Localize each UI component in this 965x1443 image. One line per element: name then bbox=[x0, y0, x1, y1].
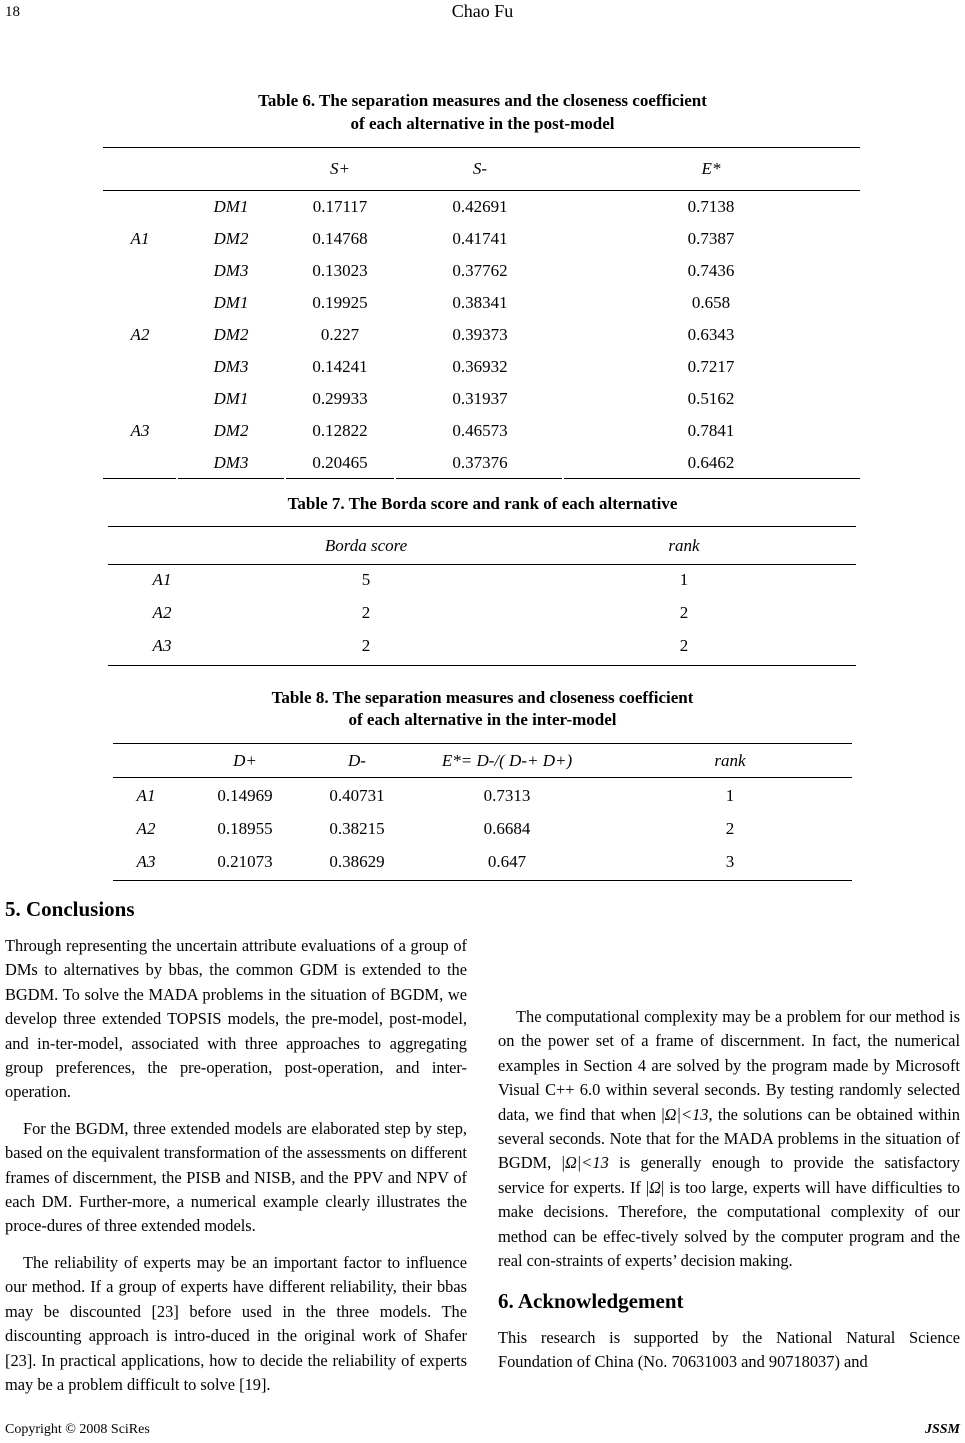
table6-bottom-rule bbox=[564, 478, 860, 479]
table8-caption-line2: of each alternative in the inter-model bbox=[348, 710, 617, 729]
table6-s-minus-value: 0.31937 bbox=[452, 389, 508, 408]
table6-bottom-rule bbox=[286, 478, 394, 479]
table8-top-rule bbox=[113, 743, 852, 744]
omega-expr: Ω|<13 bbox=[664, 1104, 709, 1124]
table6-dm-label: DM1 bbox=[213, 389, 249, 408]
table8-d-minus-value: 0.38629 bbox=[329, 852, 385, 871]
table7-borda-score-value: 5 bbox=[361, 570, 371, 589]
table6-bottom-rule bbox=[178, 478, 284, 479]
table6-header-rule bbox=[103, 190, 860, 191]
table6-caption-line1: Table 6. The separation measures and the closeness coefficient bbox=[258, 91, 707, 110]
running-header-author: Chao Fu bbox=[451, 1, 514, 21]
table8-bottom-rule bbox=[113, 880, 852, 881]
table6-s-plus-value: 0.13023 bbox=[312, 261, 368, 280]
table6-s-minus-value: 0.36932 bbox=[452, 357, 508, 376]
table6-s-minus-value: 0.38341 bbox=[452, 293, 508, 312]
section5-heading: 5. Conclusions bbox=[5, 897, 135, 921]
p4-text-e: is generally enough to provide the satisfactory service for experts. If | bbox=[498, 1153, 960, 1197]
table8-alternative-label: A3 bbox=[136, 852, 156, 871]
table6-dm-label: DM1 bbox=[213, 197, 249, 216]
footer-journal: JSSM bbox=[924, 1422, 960, 1437]
table8-d-plus-value: 0.18955 bbox=[217, 819, 273, 838]
p4-text-g: | is too large, experts will have difficulties to make decisions. Therefore, the computational complexity of our method can be effec-tively solved by the computer program and the real con-straints of experts’ decision making. bbox=[498, 1177, 960, 1271]
table6-caption-line2: of each alternative in the post-model bbox=[350, 114, 615, 133]
table7-header-rule bbox=[108, 564, 856, 565]
section6-heading: 6. Acknowledgement bbox=[498, 1289, 684, 1313]
table6-s-minus-value: 0.42691 bbox=[452, 197, 508, 216]
table6-dm-label: DM3 bbox=[213, 261, 249, 280]
table7-header-rank: rank bbox=[668, 536, 700, 555]
table6-dm-label: DM2 bbox=[213, 421, 249, 440]
table6-s-plus-value: 0.12822 bbox=[312, 421, 368, 440]
table6-e-star-value: 0.658 bbox=[691, 293, 731, 312]
table6-s-minus-value: 0.46573 bbox=[452, 421, 508, 440]
table6-s-minus-value: 0.37376 bbox=[452, 453, 508, 472]
table8-header-d-minus: D- bbox=[348, 751, 366, 770]
omega-expr: Ω|<13 bbox=[564, 1153, 609, 1173]
p4-text-c: , the solutions can be obtained within several seconds. Note that for the MADA problems in the situation of BGDM, | bbox=[498, 1104, 960, 1173]
table6-e-star-value: 0.7387 bbox=[687, 229, 735, 248]
table6-s-plus-value: 0.14768 bbox=[312, 229, 368, 248]
table6-s-plus-value: 0.29933 bbox=[312, 389, 368, 408]
table6-s-minus-value: 0.37762 bbox=[452, 261, 508, 280]
section5-paragraph-1: Through representing the uncertain attribute evaluations of a group of DMs to alternatives by bbas, the common GDM is extended to the BGDM. To solve the MADA problems in the situation of BGDM, we develop three extended TOPSIS models, the pre-model, post-model, and in-ter-model, associated with three approaches to aggregating group preferences, the pre-operation, post-operation, and inter-operation. bbox=[5, 936, 467, 1102]
table6-bottom-rule bbox=[103, 478, 176, 479]
table6-header-s-minus: S- bbox=[472, 159, 488, 178]
table8-header-d-plus: D+ bbox=[233, 751, 257, 770]
table6-alternative-label: A3 bbox=[130, 421, 150, 440]
section5-paragraph-4 bbox=[498, 1005, 960, 1273]
table6-dm-label: DM2 bbox=[213, 229, 249, 248]
table7-alternative-label: A3 bbox=[152, 636, 172, 655]
table6-e-star-value: 0.6343 bbox=[687, 325, 735, 344]
right-column-text bbox=[498, 1005, 960, 1285]
table8-d-minus-value: 0.40731 bbox=[329, 786, 385, 805]
table7-top-rule bbox=[108, 526, 856, 527]
table8-alternative-label: A2 bbox=[136, 819, 156, 838]
table6-e-star-value: 0.7436 bbox=[687, 261, 735, 280]
section5-paragraph-2: For the BGDM, three extended models are elaborated step by step, based on the equivalent transformation of the assessments on different frames of discernment, the PISB and NISB, and the PPV and NPV of each DM. Further-more, a numerical example clearly illustrates the proce-dures of three extended models. bbox=[5, 1118, 467, 1236]
table6-top-rule bbox=[103, 147, 860, 148]
page-number: 18 bbox=[5, 4, 20, 20]
table8-rank-value: 1 bbox=[725, 786, 735, 805]
table8-d-minus-value: 0.38215 bbox=[329, 819, 385, 838]
table6-alternative-label: A1 bbox=[130, 229, 150, 248]
table6-e-star-value: 0.7138 bbox=[687, 197, 735, 216]
table8-e-star-value: 0.7313 bbox=[483, 786, 531, 805]
table7-alternative-label: A2 bbox=[152, 603, 172, 622]
table8-header-rule bbox=[113, 777, 852, 778]
section6-text bbox=[498, 1326, 960, 1387]
table7-alternative-label: A1 bbox=[152, 570, 172, 589]
table6-s-minus-value: 0.41741 bbox=[452, 229, 508, 248]
table8-header-rank: rank bbox=[714, 751, 746, 770]
table6-dm-label: DM3 bbox=[213, 357, 249, 376]
table8-alternative-label: A1 bbox=[136, 786, 156, 805]
table8-d-plus-value: 0.14969 bbox=[217, 786, 273, 805]
table6-e-star-value: 0.6462 bbox=[687, 453, 735, 472]
table6-s-plus-value: 0.14241 bbox=[312, 357, 368, 376]
left-column-text bbox=[5, 934, 467, 1409]
table6-s-plus-value: 0.17117 bbox=[312, 197, 368, 216]
table6-s-minus-value: 0.39373 bbox=[452, 325, 508, 344]
table7-bottom-rule bbox=[108, 665, 856, 666]
table7-rank-value: 2 bbox=[679, 603, 689, 622]
table8-d-plus-value: 0.21073 bbox=[217, 852, 273, 871]
table6-alternative-label: A2 bbox=[130, 325, 150, 344]
footer-copyright: Copyright © 2008 SciRes bbox=[5, 1422, 150, 1437]
table8-rank-value: 2 bbox=[725, 819, 735, 838]
table6-dm-label: DM2 bbox=[213, 325, 249, 344]
table6-header-e-star: E* bbox=[701, 159, 721, 178]
section5-paragraph-3: The reliability of experts may be an important factor to influence our method. If a group of experts have different reliability, their bbas may be discounted [23] before used in the three models. The discounting approach is intro-duced in the original work of Shafer [23]. In practical applications, how to decide the reliability of experts may be a problem difficult to solve [19]. bbox=[5, 1252, 467, 1394]
section6-paragraph-1: This research is supported by the National Natural Science Foundation of China (No. 70631003 and 90718037) and bbox=[498, 1328, 960, 1372]
table6-e-star-value: 0.7217 bbox=[687, 357, 735, 376]
table6-s-plus-value: 0.19925 bbox=[312, 293, 368, 312]
table8-rank-value: 3 bbox=[725, 852, 735, 871]
omega-symbol: Ω bbox=[649, 1177, 662, 1197]
table8-e-star-value: 0.6684 bbox=[483, 819, 531, 838]
table6-bottom-rule bbox=[396, 478, 562, 479]
p4-text-a: The computational complexity may be a problem for our method is on the power set of a frame of discernment. In fact, the numerical examples in Section 4 are solved by the program made by Microsoft Visual C++ 6.0 within several seconds. By testing randomly selected data, we find that when | bbox=[498, 1007, 960, 1124]
table8-caption-line1: Table 8. The separation measures and closeness coefficient bbox=[271, 688, 694, 707]
table7-header-borda-score: Borda score bbox=[324, 536, 408, 555]
table6-header-s-plus: S+ bbox=[330, 159, 350, 178]
table6-s-plus-value: 0.227 bbox=[320, 325, 360, 344]
table7-rank-value: 1 bbox=[679, 570, 689, 589]
table7-rank-value: 2 bbox=[679, 636, 689, 655]
table7-borda-score-value: 2 bbox=[361, 603, 371, 622]
table6-dm-label: DM3 bbox=[213, 453, 249, 472]
table7-borda-score-value: 2 bbox=[361, 636, 371, 655]
table6-e-star-value: 0.5162 bbox=[687, 389, 735, 408]
table8-header-e-star-formula: E*= D-/( D-+ D+) bbox=[441, 751, 573, 770]
table6-dm-label: DM1 bbox=[213, 293, 249, 312]
table7-caption: Table 7. The Borda score and rank of each alternative bbox=[287, 494, 678, 513]
table6-s-plus-value: 0.20465 bbox=[312, 453, 368, 472]
table8-e-star-value: 0.647 bbox=[487, 852, 527, 871]
table6-e-star-value: 0.7841 bbox=[687, 421, 735, 440]
